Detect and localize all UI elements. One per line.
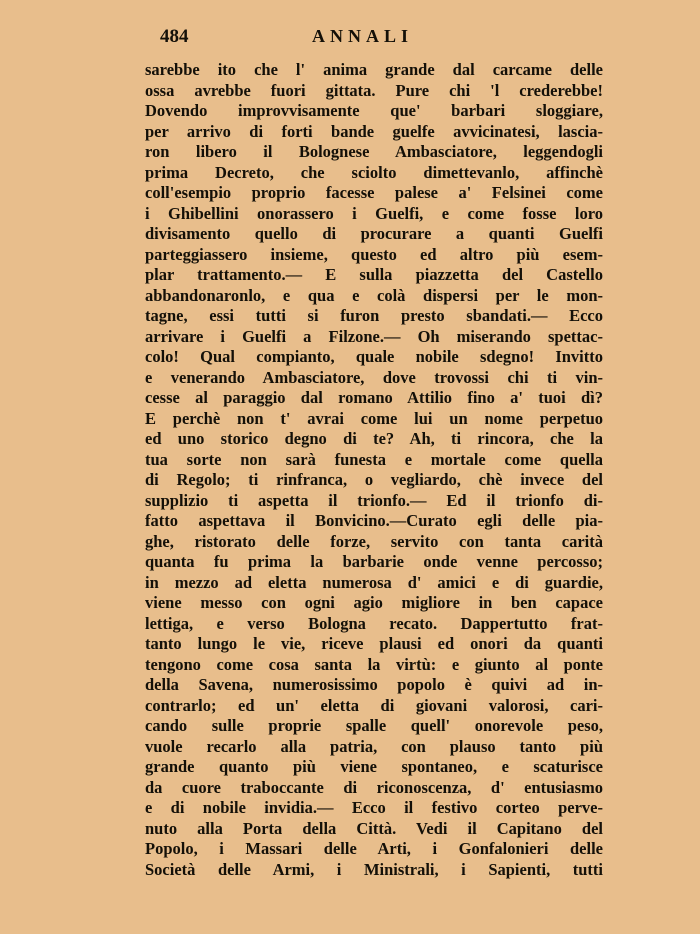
text-line: tua sorte non sarà funesta e mortale come quella <box>145 449 603 469</box>
text-line: Dovendo improvvisamente que' barbari sloggiare, <box>145 101 603 120</box>
text-line: prima Decreto, che sciolto dimettevanlo, affinchè <box>145 162 603 182</box>
text-line: ossa avrebbe fuori gittata. Pure chi 'l crederebbe! <box>145 80 603 100</box>
text-line: grande quanto più viene spontaneo, e scaturisce <box>145 757 603 776</box>
text-line: vuole recarlo alla patria, con plauso tanto più <box>145 736 603 756</box>
text-line: i Ghibellini onorassero i Guelfi, e come fosse loro <box>145 203 603 223</box>
text-line: di Regolo; ti rinfranca, o vegliardo, chè invece del <box>145 470 603 489</box>
text-line: lettiga, e verso Bologna recato. Dappertutto frat- <box>145 613 603 633</box>
text-line: ghe, ristorato delle forze, servito con tanta carità <box>145 531 603 551</box>
text-line: della Savena, numerosissimo popolo è quivi ad in- <box>145 675 603 694</box>
text-line: divisamento quello di procurare a quanti Guelfi <box>145 224 603 243</box>
text-line: nuto alla Porta della Città. Vedi il Capitano del <box>145 818 603 838</box>
text-line: in mezzo ad eletta numerosa d' amici e di guardie, <box>145 572 603 592</box>
text-line: sarebbe ito che l' anima grande dal carcame delle <box>145 60 603 79</box>
text-line: e di nobile invidia.— Ecco il festivo corteo perve- <box>145 798 603 817</box>
text-line: E perchè non t' avrai come lui un nome perpetuo <box>145 408 603 428</box>
text-line: per arrivo di forti bande guelfe avvicinatesi, lascia- <box>145 121 603 141</box>
text-line: fatto aspettava il Bonvicino.—Curato egli delle pia- <box>145 511 603 530</box>
text-line: parteggiassero insieme, questo ed altro più esem- <box>145 244 603 264</box>
text-line: coll'esempio proprio facesse palese a' Felsinei come <box>145 183 603 202</box>
text-line: quanta fu prima la barbarie onde venne percosso; <box>145 552 603 571</box>
text-line: da cuore traboccante di riconoscenza, d' entusiasmo <box>145 777 603 797</box>
text-line: colo! Qual compianto, quale nobile sdegno! Invitto <box>145 347 603 366</box>
text-line: arrivare i Guelfi a Filzone.— Oh miserando spettac- <box>145 326 603 346</box>
running-title: ANNALI <box>312 26 414 46</box>
text-line: contrarlo; ed un' eletta di giovani valorosi, cari- <box>145 695 603 715</box>
text-line: viene messo con ogni agio migliore in ben capace <box>145 593 603 612</box>
text-line: Società delle Armi, i Ministrali, i Sapienti, tutti <box>145 859 603 879</box>
text-line: cando sulle proprie spalle quell' onorevole peso, <box>145 716 603 735</box>
text-line: ed uno storico degno di te? Ah, ti rincora, che la <box>145 429 603 448</box>
text-line: ron libero il Bolognese Ambasciatore, leggendogli <box>145 142 603 161</box>
text-line: cesse al paraggio dal romano Attilio fino a' tuoi dì? <box>145 388 603 407</box>
text-line: tengono come cosa santa la virtù: e giunto al ponte <box>145 654 603 674</box>
page-header <box>0 24 700 50</box>
page-number: 484 <box>160 26 189 47</box>
text-line: Popolo, i Massari delle Arti, i Gonfalonieri delle <box>145 839 603 858</box>
text-line: plar trattamento.— E sulla piazzetta del Castello <box>145 265 603 284</box>
text-line: abbandonaronlo, e qua e colà dispersi per le mon- <box>145 285 603 305</box>
text-line: supplizio ti aspetta il trionfo.— Ed il trionfo di- <box>145 490 603 510</box>
text-line: tagne, essi tutti si furon presto sbandati.— Ecco <box>145 306 603 325</box>
body-text <box>145 60 603 880</box>
text-line: e venerando Ambasciatore, dove trovossi chi ti vin- <box>145 367 603 387</box>
text-line: tanto lungo le vie, riceve plausi ed onori da quanti <box>145 634 603 653</box>
